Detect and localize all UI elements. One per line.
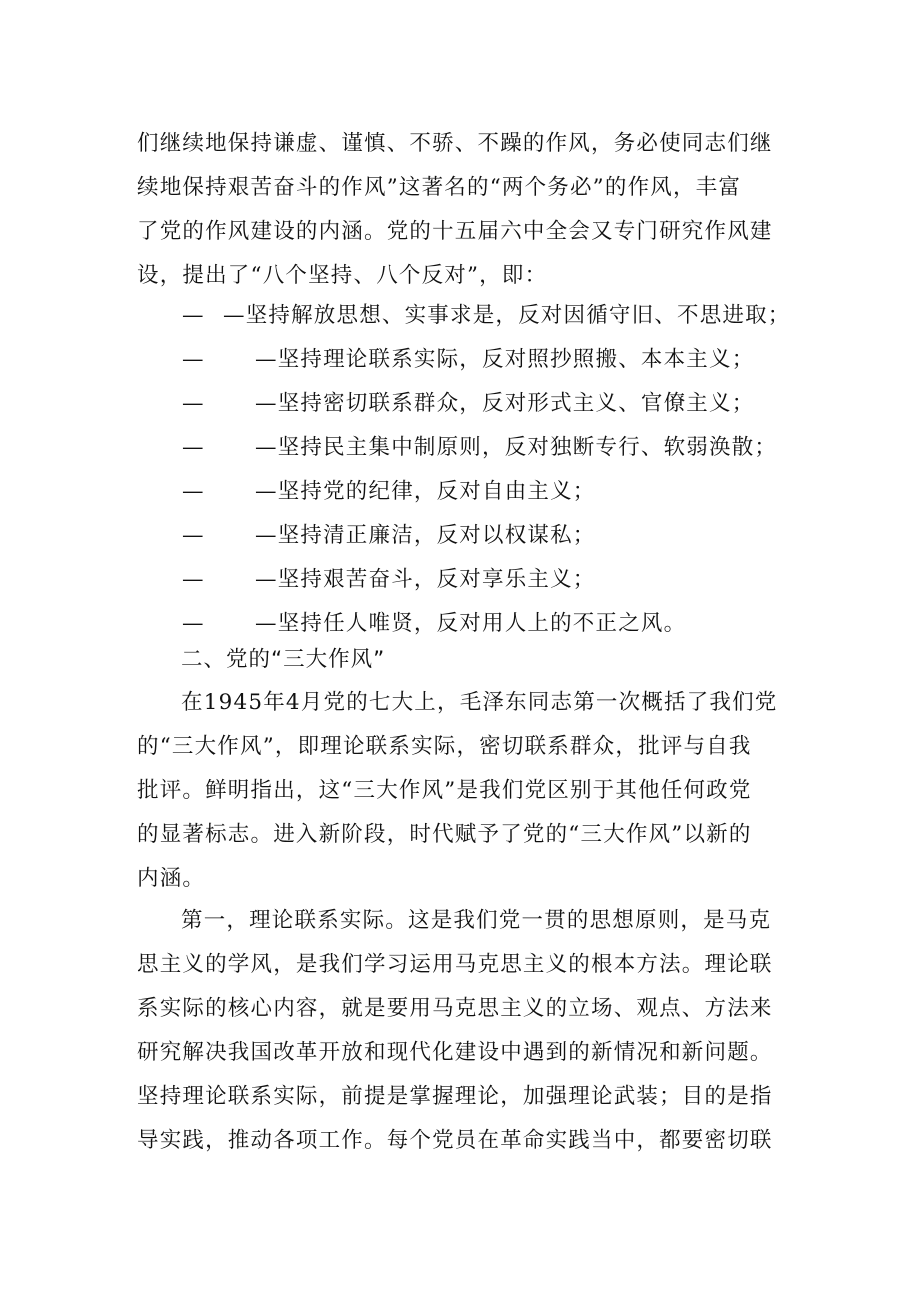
list-item <box>137 470 817 514</box>
paragraph-line: 了党的作风建设的内涵。党的十五届六中全会又专门研究作风建 <box>137 219 773 244</box>
paragraph-two-musts <box>137 122 797 298</box>
paragraph-line: 导实践，推动各项工作。每个党员在革命实践当中，都要密切联 <box>137 1128 773 1153</box>
paragraph-line: 设，提出了“八个坚持、八个反对”，即： <box>137 263 548 288</box>
paragraph-line: 内涵。 <box>137 866 206 891</box>
paragraph-line: 第一，理论联系实际。这是我们党一贯的思想原则，是马克 <box>181 908 772 933</box>
paragraph-line: 的“三大作风”，即理论联系实际，密切联系群众，批评与自我 <box>137 734 752 759</box>
paragraph-theory-practice <box>137 899 797 1163</box>
list-item-text: —坚持任人唯贤，反对用人上的不正之风。 <box>255 611 687 636</box>
list-item <box>137 426 817 470</box>
list-dash: — <box>182 303 205 328</box>
list-dash: — <box>182 611 205 636</box>
paragraph-line: 的显著标志。进入新阶段，时代赋予了党的“三大作风”以新的 <box>137 822 752 847</box>
list-dash: — <box>182 435 205 460</box>
paragraph-line: 思主义的学风，是我们学习运用马克思主义的根本方法。理论联 <box>137 952 773 977</box>
section-heading: 二、党的“三大作风” <box>181 647 386 672</box>
list-dash: — <box>182 479 205 504</box>
list-dash: — <box>182 523 205 548</box>
list-item <box>137 294 817 338</box>
paragraph-line: 坚持理论联系实际，前提是掌握理论，加强理论武装；目的是指 <box>137 1084 773 1109</box>
list-item <box>137 558 817 602</box>
list-dash: — <box>182 347 205 372</box>
paragraph-line: 续地保持艰苦奋斗的作风”这著名的“两个务必”的作风，丰富 <box>137 175 742 200</box>
list-item <box>137 514 817 558</box>
list-item-text: —坚持清正廉洁，反对以权谋私； <box>255 523 596 548</box>
list-item-text: —坚持理论联系实际，反对照抄照搬、本本主义； <box>255 347 755 372</box>
list-item <box>137 382 817 426</box>
list-item <box>137 338 817 382</box>
paragraph-line: 研究解决我国改革开放和现代化建设中遇到的新情况和新问题。 <box>137 1040 773 1065</box>
list-item-text: —坚持民主集中制原则，反对独断专行、软弱涣散； <box>255 435 778 460</box>
list-item-text: —坚持艰苦奋斗，反对享乐主义； <box>255 567 596 592</box>
paragraph-line: 们继续地保持谦虚、谨慎、不骄、不躁的作风，务必使同志们继 <box>137 131 773 156</box>
list-dash: — <box>182 391 205 416</box>
list-item-text: —坚持解放思想、实事求是，反对因循守旧、不思进取； <box>223 303 791 328</box>
list-item-text: —坚持密切联系群众，反对形式主义、官僚主义； <box>255 391 755 416</box>
list-dash: — <box>182 567 205 592</box>
paragraph-line: 批评。鲜明指出，这“三大作风”是我们党区别于其他任何政党 <box>137 778 752 803</box>
paragraph-three-styles <box>137 681 797 901</box>
paragraph-line: 系实际的核心内容，就是要用马克思主义的立场、观点、方法来 <box>137 996 773 1021</box>
list-item-text: —坚持党的纪律，反对自由主义； <box>255 479 596 504</box>
paragraph-line: 在1945年4月党的七大上，毛泽东同志第一次概括了我们党 <box>181 690 778 715</box>
eight-adherences-list <box>137 294 817 646</box>
